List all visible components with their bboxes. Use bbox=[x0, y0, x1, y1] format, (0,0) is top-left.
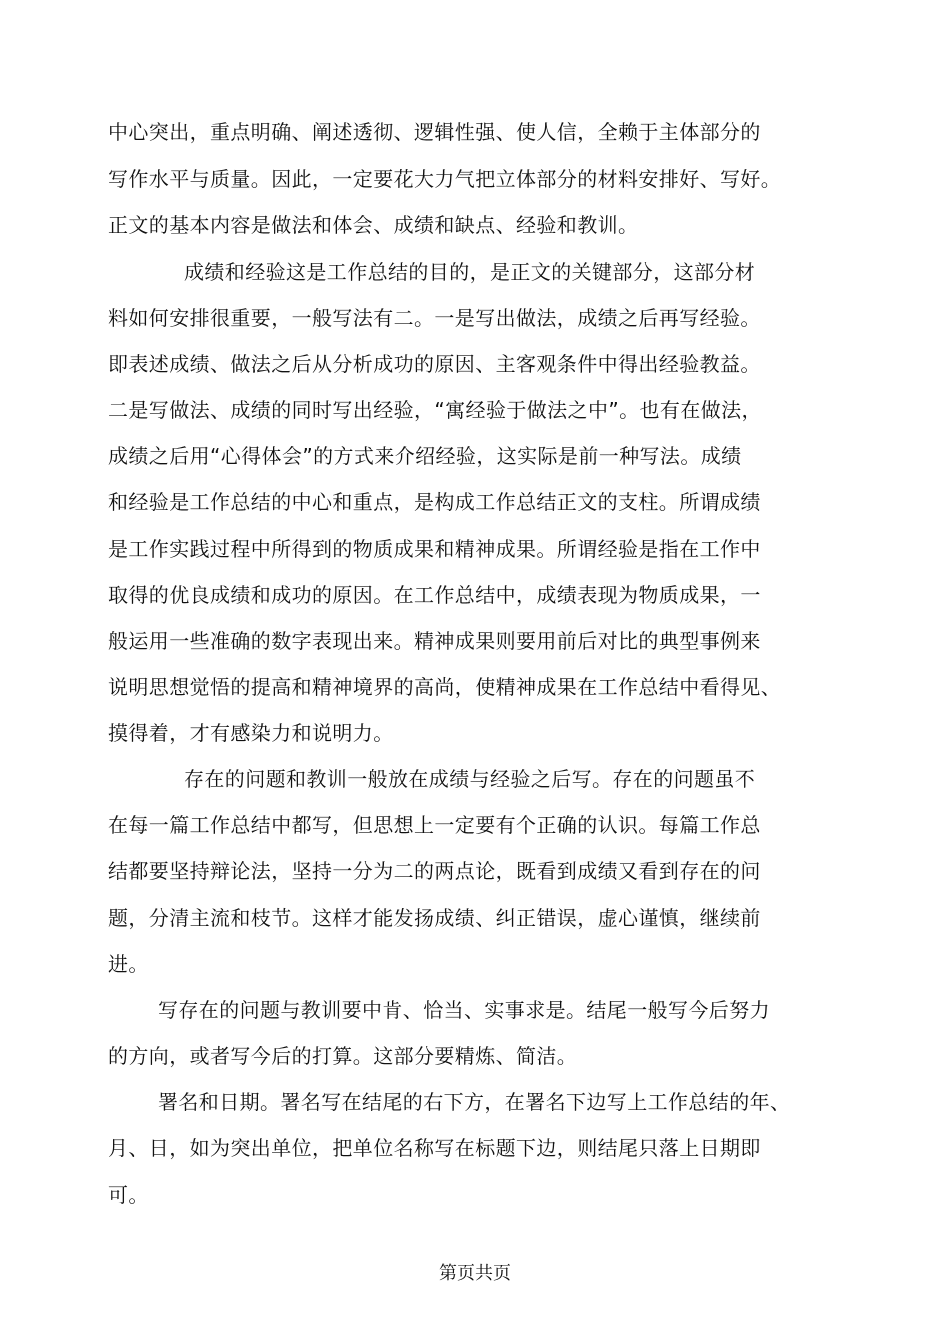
text-line: 结都要坚持辩论法，坚持一分为二的两点论，既看到成绩又看到存在的问 bbox=[108, 859, 761, 883]
text-line: 二是写做法、成绩的同时写出经验，“寓经验于做法之中”。也有在做法， bbox=[108, 398, 762, 422]
text-line: 成绩之后用“心得体会”的方式来介绍经验，这实际是前一种写法。成绩 bbox=[108, 444, 742, 468]
text-line: 摸得着，才有感染力和说明力。 bbox=[108, 721, 394, 745]
text-line: 即表述成绩、做法之后从分析成功的原因、主客观条件中得出经验教益。 bbox=[108, 352, 761, 376]
text-line: 成绩和经验这是工作总结的目的，是正文的关键部分，这部分材 bbox=[184, 260, 756, 284]
page-footer: 第页共页 bbox=[439, 1263, 511, 1284]
text-line: 在每一篇工作总结中都写，但思想上一定要有个正确的认识。每篇工作总 bbox=[108, 813, 761, 837]
text-line: 说明思想觉悟的提高和精神境界的高尚，使精神成果在工作总结中看得见、 bbox=[108, 675, 782, 699]
text-line: 和经验是工作总结的中心和重点，是构成工作总结正文的支柱。所谓成绩 bbox=[108, 490, 761, 514]
text-line: 月、日，如为突出单位，把单位名称写在标题下边，则结尾只落上日期即 bbox=[108, 1136, 761, 1160]
text-line: 的方向，或者写今后的打算。这部分要精炼、简洁。 bbox=[108, 1044, 578, 1068]
text-line: 写存在的问题与教训要中肯、恰当、实事求是。结尾一般写今后努力 bbox=[158, 998, 770, 1022]
text-line: 写作水平与质量。因此，一定要花大力气把立体部分的材料安排好、写好。 bbox=[108, 167, 782, 191]
text-line: 存在的问题和教训一般放在成绩与经验之后写。存在的问题虽不 bbox=[184, 767, 756, 791]
text-line: 取得的优良成绩和成功的原因。在工作总结中，成绩表现为物质成果，一 bbox=[108, 583, 761, 607]
text-line: 可。 bbox=[108, 1183, 149, 1207]
text-line: 中心突出，重点明确、阐述透彻、逻辑性强、使人信，全赖于主体部分的 bbox=[108, 120, 761, 144]
text-line: 题，分清主流和枝节。这样才能发扬成绩、纠正错误，虚心谨慎，继续前 bbox=[108, 906, 761, 930]
text-line: 是工作实践过程中所得到的物质成果和精神成果。所谓经验是指在工作中 bbox=[108, 537, 761, 561]
text-line: 般运用一些准确的数字表现出来。精神成果则要用前后对比的典型事例来 bbox=[108, 629, 761, 653]
text-line: 署名和日期。署名写在结尾的右下方，在署名下边写上工作总结的年、 bbox=[158, 1090, 791, 1114]
text-line: 料如何安排很重要，一般写法有二。一是写出做法，成绩之后再写经验。 bbox=[108, 306, 761, 330]
text-line: 正文的基本内容是做法和体会、成绩和缺点、经验和教训。 bbox=[108, 213, 639, 237]
text-line: 进。 bbox=[108, 952, 149, 976]
